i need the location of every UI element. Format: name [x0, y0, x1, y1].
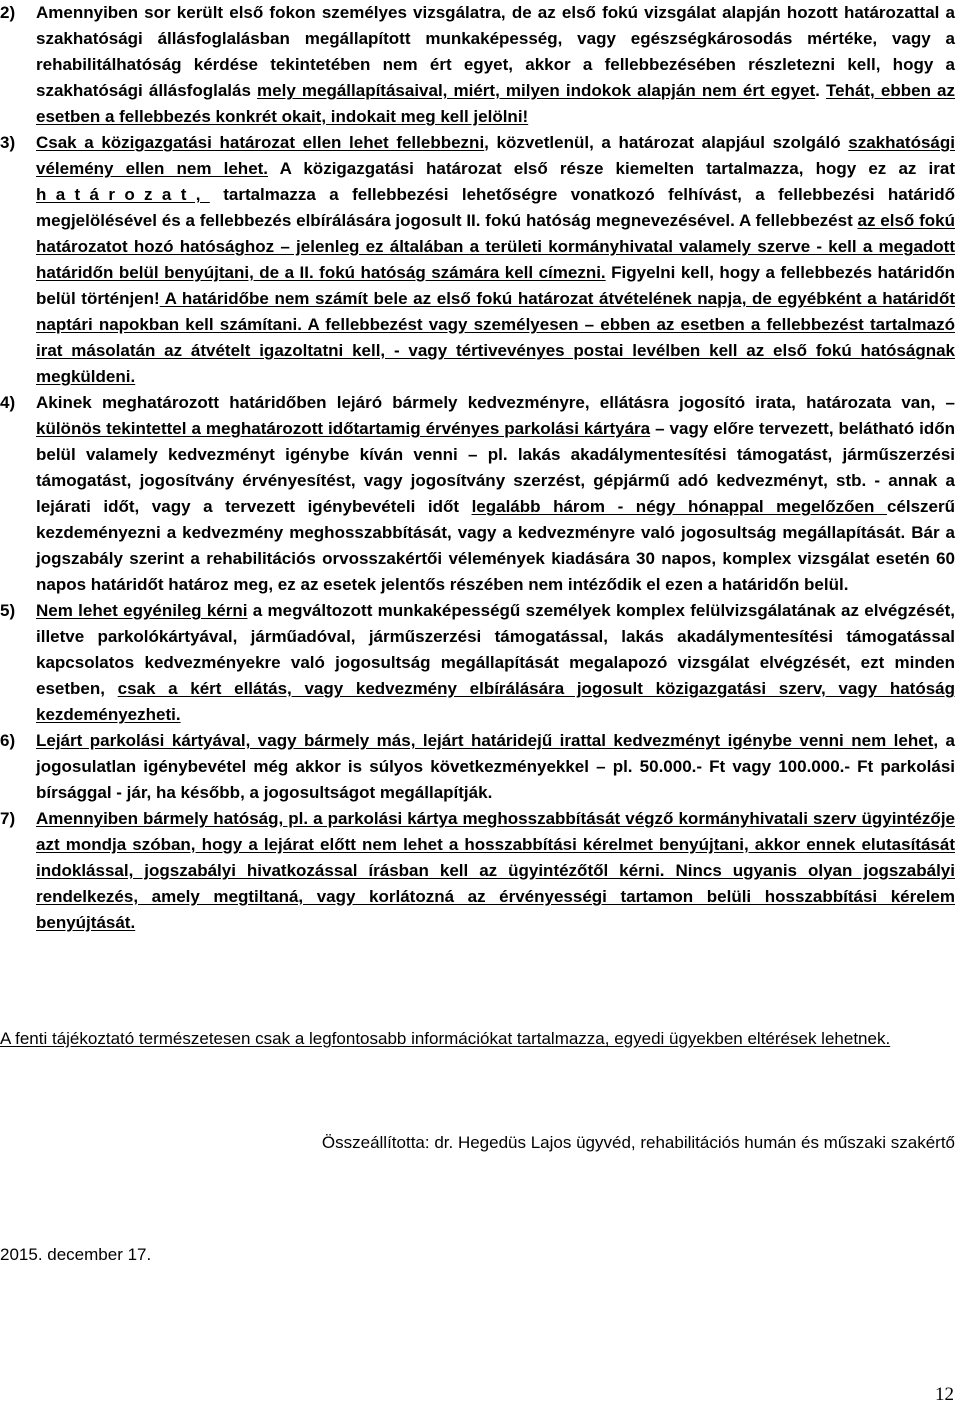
list-item	[0, 598, 955, 728]
item-number: 6)	[0, 731, 16, 750]
item-text-underlined: Lejárt parkolási kártyával, vagy bármely más, lejárt határidejű irattal kedvezményt igénybe venni nem lehet	[36, 731, 934, 750]
list-item	[0, 130, 955, 390]
author-line: Összeállította: dr. Hegedüs Lajos ügyvéd, rehabilitációs humán és műszaki szakértő	[321, 1133, 955, 1152]
item-text-underlined: Amennyiben bármely hatóság, pl. a parkolási kártya meghosszabbítását végző kormányhivatali szerv ügyintézője azt mondja szóban, hogy a lejárat előtt nem lehet a hosszabbítási kérelmet benyújtani, akkor ennek elutasítását indoklással, jogszabályi hivatkozással írásban kell az ügyintézőtől kérni. Nincs ugyanis olyan jogszabályi rendelkezés, amely megtiltaná, vagy korlátozná az érvényességi tartamon belüli hosszabbítási kérelem benyújtását.	[36, 809, 955, 932]
list-item	[0, 728, 955, 806]
item-text-underlined: különös tekintettel a meghatározott időtartamig érvényes parkolási kártyára	[36, 419, 651, 438]
item-text: , közvetlenül, a határozat alapjául szolgáló	[484, 133, 849, 152]
list-item	[0, 806, 955, 936]
item-text: célszerű kezdeményezni a kedvezmény meghosszabbítását, vagy a kedvezményre való jogosultság megállapítását. Bár a jogszabály szerint a rehabilitációs orvosszakértői vélemények kiadására 30 napos, komplex vizsgálat esetén 60 napos határidőt határoz meg, ez az esetek jelentős részében nem intéződik el ezen a határidőn belül.	[36, 497, 955, 594]
item-text-spaced: határozat,	[36, 185, 210, 204]
item-number: 4)	[0, 393, 16, 412]
item-number: 7)	[0, 809, 16, 828]
item-text-underlined: legalább három - négy hónappal megelőzően	[471, 497, 887, 516]
item-number: 5)	[0, 601, 16, 620]
item-text: , a jogosulatlan igénybevétel még akkor is súlyos következményekkel – pl. 50.000.- Ft vagy 100.000.- Ft parkolási bírsággal - jár, ha később, a jogosultságot megállapítják.	[36, 731, 955, 802]
item-text-underlined: az első fokú határozatot hozó hatósághoz – jelenleg ez általában a területi kormányhivatal valamely szerve - kell a megadott határidőn belül benyújtani, de a II. fokú hatóság számára kell címezni.	[36, 211, 955, 282]
item-text-underlined: A határidőbe nem számít bele az első fokú határozat átvételének napja, de egyébként a határidőt naptári napokban kell számítani.	[36, 289, 955, 334]
item-text-underlined: Nem lehet egyénileg kérni	[36, 601, 248, 620]
item-text: A közigazgatási határozat első része kiemelten tartalmazza, hogy ez az irat	[268, 159, 955, 178]
item-text: tartalmazza a fellebbezési lehetőségre vonatkozó felhívást, a fellebbezési határidő megjelölésével és a fellebbezés elbírálására jogosult II. fokú hatóság megnevezésével. A fellebbezést	[36, 185, 955, 230]
item-text: a megváltozott munkaképességű személyek komplex felülvizsgálatának az elvégzését, illetve parkolókártyával, járműadóval, járműszerzési támogatással, lakás akadálymentesítési támogatással kapcsolatos kedvezményekre való jogosultság megállapítását megalapozó vizsgálat elvégzését, ezt minden esetben,	[36, 601, 956, 698]
item-text: Amennyiben sor került első fokon személyes vizsgálatra, de az első fokú vizsgálat alapján hozott határozattal a szakhatósági állásfoglalásban megállapított munkaképesség, vagy egészségkárosodás mértéke, vagy a rehabilitálhatóság kérdése tekintetében nem ért egyet, akkor a fellebbezésében részletezni kell, hogy a szakhatósági állásfoglalás	[36, 3, 955, 100]
item-text: .	[815, 81, 826, 100]
page-number: 12	[935, 1384, 954, 1405]
item-text-underlined: csak a kért ellátás, vagy kedvezmény elbírálására jogosult közigazgatási szerv, vagy hatóság kezdeményezheti.	[36, 679, 956, 724]
item-text-underlined: Csak a közigazgatási határozat ellen lehet fellebbezni	[36, 133, 485, 152]
item-text: Figyelni kell, hogy a fellebbezés határidőn belül történjen!	[36, 263, 955, 308]
item-text-underlined: szakhatósági vélemény ellen nem lehet.	[36, 133, 955, 178]
item-text-underlined: Tehát, ebben az esetben a fellebbezés konkrét okait, indokait meg kell jelölni!	[36, 81, 956, 126]
list-item	[0, 390, 955, 598]
item-number: 2)	[0, 3, 16, 22]
document-date: 2015. december 17.	[0, 1245, 152, 1264]
item-text-underlined: mely megállapításaival, miért, milyen indokok alapján nem ért egyet	[257, 81, 816, 100]
item-text: Akinek meghatározott határidőben lejáró bármely kedvezményre, ellátásra jogosító irata, határozata van, –	[36, 393, 955, 412]
item-text-underlined: A fellebbezést vagy személyesen – ebben az esetben a fellebbezést tartalmazó irat másolatán az átvételt igazoltatni kell, - vagy tértivevényes postai levélben kell az első fokú hatóságnak megküldeni.	[36, 315, 955, 386]
closing-note: A fenti tájékoztató természetesen csak a legfontosabb információkat tartalmazza, egyedi ügyekben eltérések lehetnek.	[0, 1029, 891, 1048]
list-item	[0, 0, 955, 130]
item-text: – vagy előre tervezett, belátható időn belül valamely kedvezményt igénybe kíván venni – pl. lakás akadálymentesítési támogatást, járműszerzési támogatást, jogosítvány érvényesítést, vagy jogosítvány szerzést, gépjármű adó kedvezményt, stb. - annak a lejárati időt, vagy a tervezett igénybevételi időt	[36, 419, 955, 516]
item-number: 3)	[0, 133, 16, 152]
